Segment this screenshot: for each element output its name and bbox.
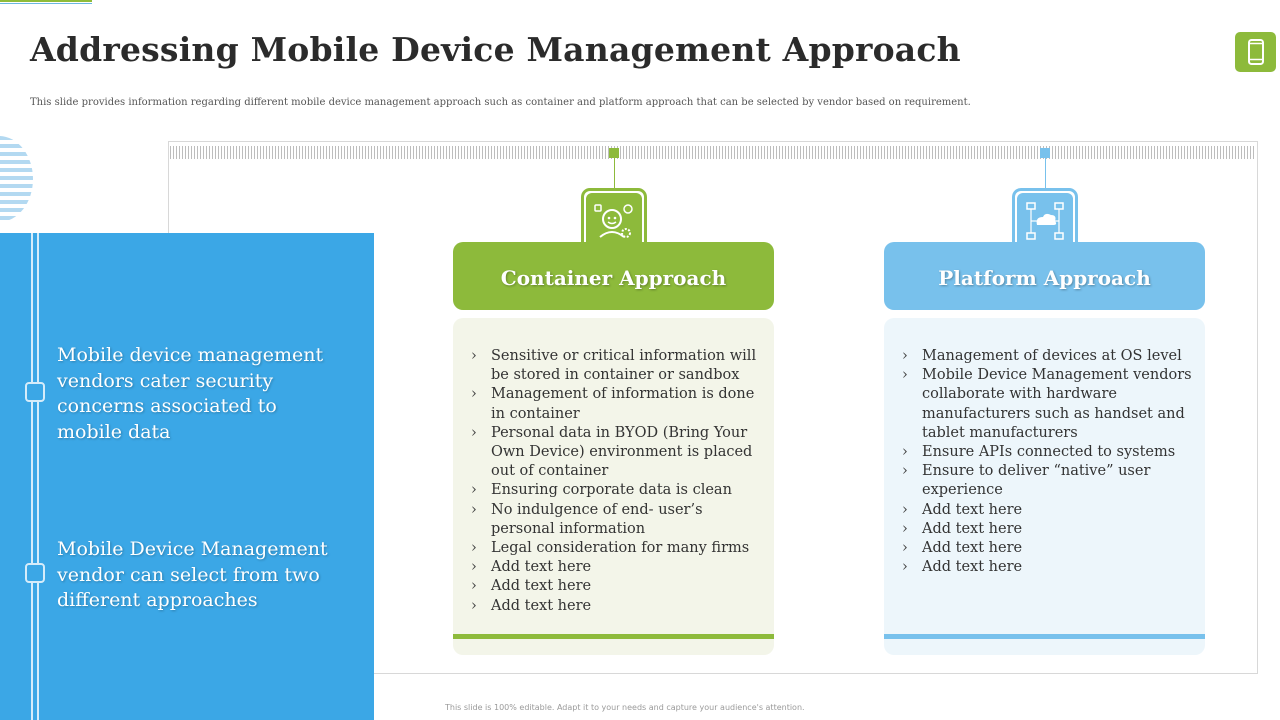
sidebar-text-approaches: Mobile Device Management vendor can select from two different approaches: [57, 538, 328, 611]
list-item: › Add text here: [902, 558, 1192, 577]
sidebar-node: [25, 382, 45, 402]
container-list: [471, 347, 761, 616]
timeline-ruler: [170, 146, 1256, 159]
list-item: › Management of information is done in container: [471, 385, 761, 423]
sidebar-line: [31, 233, 33, 720]
mobile-phone-icon: [1235, 32, 1276, 72]
list-item: › Mobile Device Management vendors collaborate with hardware manufacturers such as handset and tablet manufacturers: [902, 366, 1192, 443]
list-item: › Ensure APIs connected to systems: [902, 443, 1192, 462]
container-card-header: [453, 242, 774, 310]
container-marker: [609, 148, 619, 158]
list-item: › Add text here: [902, 539, 1192, 558]
platform-card-header: [884, 242, 1205, 310]
cloud-network-icon: [1017, 193, 1073, 249]
sidebar-line: [37, 233, 39, 720]
sidebar-text-security: Mobile device management vendors cater security concerns associated to mobile data: [57, 344, 324, 443]
list-item: › No indulgence of end- user’s personal information: [471, 501, 761, 539]
page-title: Addressing Mobile Device Management Approach: [30, 30, 961, 69]
platform-connector: [1045, 158, 1046, 190]
container-card-body: [453, 318, 774, 655]
user-gear-icon: [586, 193, 642, 249]
container-connector: [614, 158, 615, 190]
platform-card-bar: [884, 634, 1205, 639]
platform-card-title: Platform Approach: [938, 266, 1151, 290]
accent-line-blue: [0, 3, 92, 4]
accent-line-green: [0, 0, 92, 2]
container-card-bar: [453, 634, 774, 639]
list-item: › Add text here: [471, 558, 761, 577]
accent-lines: [0, 0, 92, 4]
list-item: › Ensure to deliver “native” user experience: [902, 462, 1192, 500]
container-card-title: Container Approach: [500, 266, 727, 290]
list-item: › Add text here: [902, 501, 1192, 520]
list-item: › Personal data in BYOD (Bring Your Own Device) environment is placed out of container: [471, 424, 761, 482]
list-item: › Add text here: [471, 577, 761, 596]
sidebar-panel: [0, 233, 374, 720]
list-item: › Management of devices at OS level: [902, 347, 1192, 366]
list-item: › Legal consideration for many firms: [471, 539, 761, 558]
footer-note: This slide is 100% editable. Adapt it to your needs and capture your audience's attention.: [445, 703, 805, 712]
platform-marker: [1040, 148, 1050, 158]
list-item: › Ensuring corporate data is clean: [471, 481, 761, 500]
sidebar-node: [25, 563, 45, 583]
decorative-striped-circle: [0, 136, 33, 222]
platform-card-body: [884, 318, 1205, 655]
page-subtitle: This slide provides information regarding different mobile device management approach such as container and platform approach that can be selected by vendor based on requirement.: [30, 97, 971, 108]
list-item: › Add text here: [902, 520, 1192, 539]
list-item: › Sensitive or critical information will be stored in container or sandbox: [471, 347, 761, 385]
platform-list: [902, 347, 1192, 577]
list-item: › Add text here: [471, 597, 761, 616]
